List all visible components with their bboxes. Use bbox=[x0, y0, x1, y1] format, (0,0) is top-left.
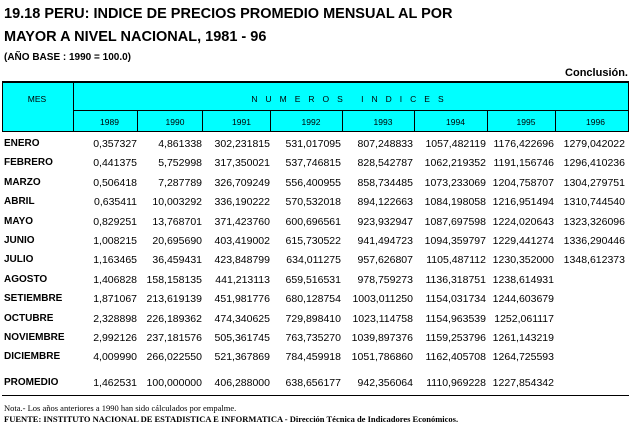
index-value-cell: 1244,603679 bbox=[492, 293, 554, 306]
month-label: NOVIEMBRE bbox=[4, 332, 65, 343]
index-value-cell: 1230,352000 bbox=[492, 254, 554, 267]
year-column-divider bbox=[270, 110, 271, 131]
year-header: 1991 bbox=[232, 117, 251, 127]
year-column-divider bbox=[342, 110, 343, 131]
index-value-cell: 923,932947 bbox=[357, 215, 413, 228]
index-value-cell: 10,003292 bbox=[152, 196, 202, 209]
table-row bbox=[0, 251, 630, 270]
year-header: 1990 bbox=[165, 117, 185, 127]
index-value-cell: 13,768701 bbox=[152, 215, 202, 228]
year-column-divider bbox=[555, 110, 556, 131]
month-label: MAYO bbox=[4, 215, 34, 227]
index-value-cell: 1238,614931 bbox=[492, 273, 554, 286]
index-value-cell: 1105,487112 bbox=[426, 254, 486, 267]
index-value-cell: 326,709249 bbox=[214, 176, 270, 189]
month-label: JUNIO bbox=[4, 235, 35, 246]
index-value-cell: 423,848799 bbox=[214, 254, 270, 267]
index-value-cell: 1110,969228 bbox=[426, 377, 486, 389]
index-value-cell: 1087,697598 bbox=[424, 215, 486, 228]
index-value-cell: 680,128754 bbox=[285, 293, 341, 306]
index-value-cell: 1,871067 bbox=[93, 293, 137, 306]
index-value-cell: 638,656177 bbox=[285, 377, 341, 389]
header-top-border bbox=[2, 81, 629, 83]
index-value-cell: 615,730522 bbox=[285, 235, 341, 247]
header-left-border bbox=[2, 81, 3, 131]
base-year-note: (AÑO BASE : 1990 = 100.0) bbox=[4, 52, 131, 63]
mes-header: MES bbox=[27, 94, 47, 104]
index-value-cell: 0,635411 bbox=[93, 196, 137, 209]
index-value-cell: 1252,061117 bbox=[494, 312, 554, 325]
index-value-cell: 2,328898 bbox=[93, 312, 137, 325]
table-row bbox=[0, 290, 630, 309]
index-value-cell: 317,350021 bbox=[214, 157, 270, 170]
index-value-cell: 957,626807 bbox=[357, 254, 413, 267]
index-value-cell: 858,734485 bbox=[357, 176, 413, 189]
index-value-cell: 1094,359797 bbox=[424, 235, 486, 247]
year-column-divider bbox=[414, 110, 415, 131]
index-value-cell: 1062,219352 bbox=[424, 157, 486, 170]
index-value-cell: 2,992126 bbox=[93, 332, 137, 344]
index-value-cell: 1227,854342 bbox=[492, 377, 554, 389]
index-value-cell: 451,981776 bbox=[214, 293, 270, 306]
index-value-cell: 505,361745 bbox=[214, 332, 270, 344]
index-value-cell: 1057,482119 bbox=[425, 138, 486, 150]
month-label: ABRIL bbox=[4, 196, 35, 208]
index-value-cell: 1229,441274 bbox=[492, 235, 554, 247]
month-label: OCTUBRE bbox=[4, 312, 54, 324]
index-value-cell: 1,008215 bbox=[93, 235, 137, 247]
index-value-cell: 0,506418 bbox=[93, 176, 137, 189]
year-header: 1994 bbox=[446, 117, 465, 127]
table-row bbox=[0, 174, 630, 193]
month-label: PROMEDIO bbox=[4, 377, 59, 388]
index-value-cell: 556,400955 bbox=[285, 176, 341, 189]
index-value-cell: 237,181576 bbox=[146, 332, 202, 344]
table-title-line1: 19.18 PERU: INDICE DE PRECIOS PROMEDIO MENSUAL AL POR bbox=[4, 6, 453, 22]
table-row bbox=[0, 271, 630, 290]
index-value-cell: 894,122663 bbox=[357, 196, 413, 209]
table-row bbox=[0, 310, 630, 329]
index-value-cell: 1,163465 bbox=[93, 254, 137, 267]
index-value-cell: 158,158135 bbox=[146, 273, 202, 286]
index-value-cell: 1073,233069 bbox=[424, 176, 486, 189]
index-value-cell: 1176,422696 bbox=[493, 138, 554, 150]
index-value-cell: 1224,020643 bbox=[492, 215, 554, 228]
index-value-cell: 784,459918 bbox=[285, 351, 341, 364]
index-value-cell: 634,011275 bbox=[286, 254, 341, 267]
index-value-cell: 1296,410236 bbox=[563, 157, 625, 170]
index-value-cell: 406,288000 bbox=[214, 377, 270, 389]
index-value-cell: 36,459431 bbox=[152, 254, 202, 267]
index-value-cell: 1279,042022 bbox=[563, 138, 625, 150]
table-row bbox=[0, 213, 630, 232]
index-value-cell: 1264,725593 bbox=[492, 351, 554, 364]
index-value-cell: 828,542787 bbox=[357, 157, 413, 170]
index-value-cell: 1162,405708 bbox=[425, 351, 486, 364]
index-value-cell: 1336,290446 bbox=[563, 235, 625, 247]
index-value-cell: 1191,156746 bbox=[493, 157, 554, 170]
numeros-indices-header: NUMEROS INDICES bbox=[251, 94, 452, 104]
index-value-cell: 729,898410 bbox=[285, 312, 341, 325]
index-value-cell: 336,190222 bbox=[214, 196, 270, 209]
table-row bbox=[0, 154, 630, 173]
promedio-row bbox=[0, 374, 630, 393]
index-value-cell: 302,231815 bbox=[214, 138, 270, 150]
year-row-divider bbox=[73, 110, 629, 111]
table-row bbox=[0, 135, 630, 154]
table-bottom-border bbox=[2, 395, 629, 396]
index-value-cell: 1204,758707 bbox=[492, 176, 554, 189]
index-value-cell: 20,695690 bbox=[152, 235, 202, 247]
index-value-cell: 266,022550 bbox=[146, 351, 202, 364]
index-value-cell: 0,357327 bbox=[93, 138, 137, 150]
table-row bbox=[0, 329, 630, 348]
index-value-cell: 1304,279751 bbox=[563, 176, 625, 189]
year-header: 1995 bbox=[516, 117, 536, 127]
index-value-cell: 0,441375 bbox=[93, 157, 137, 170]
index-value-cell: 941,494723 bbox=[357, 235, 413, 247]
index-value-cell: 537,746815 bbox=[285, 157, 341, 170]
index-value-cell: 1348,612373 bbox=[563, 254, 625, 267]
year-column-divider bbox=[137, 110, 138, 131]
index-value-cell: 100,000000 bbox=[146, 377, 202, 389]
index-value-cell: 4,009990 bbox=[93, 351, 137, 364]
year-header: 1992 bbox=[301, 117, 321, 127]
index-value-cell: 1323,326096 bbox=[563, 215, 625, 228]
conclusion-label: Conclusión. bbox=[565, 67, 628, 79]
index-value-cell: 1310,744540 bbox=[563, 196, 625, 209]
index-value-cell: 1003,011250 bbox=[352, 293, 413, 306]
index-value-cell: 763,735270 bbox=[285, 332, 341, 344]
table-title-line2: MAYOR A NIVEL NACIONAL, 1981 - 96 bbox=[4, 29, 267, 45]
index-value-cell: 1,406828 bbox=[93, 273, 137, 286]
month-label: FEBRERO bbox=[4, 157, 53, 169]
footnote: Nota.- Los años anteriores a 1990 han sido cálculados por empalme. bbox=[4, 403, 237, 413]
index-value-cell: 5,752998 bbox=[158, 157, 202, 170]
index-value-cell: 1039,897376 bbox=[351, 332, 413, 344]
index-value-cell: 600,696561 bbox=[285, 215, 341, 228]
year-header: 1993 bbox=[373, 117, 393, 127]
month-label: JULIO bbox=[4, 254, 34, 266]
index-value-cell: 474,340625 bbox=[214, 312, 270, 325]
index-value-cell: 7,287789 bbox=[158, 176, 202, 189]
index-value-cell: 1261,143219 bbox=[492, 332, 554, 344]
index-value-cell: 1154,031734 bbox=[425, 293, 486, 306]
index-value-cell: 942,356064 bbox=[357, 377, 413, 389]
index-value-cell: 978,759273 bbox=[357, 273, 413, 286]
index-value-cell: 0,829251 bbox=[93, 215, 137, 228]
index-value-cell: 1154,963539 bbox=[425, 312, 486, 325]
index-value-cell: 1159,253796 bbox=[425, 332, 486, 344]
month-label: SETIEMBRE bbox=[4, 293, 63, 305]
year-header: 1996 bbox=[586, 117, 605, 127]
index-value-cell: 213,619139 bbox=[146, 293, 202, 306]
index-value-cell: 570,532018 bbox=[285, 196, 341, 209]
index-value-cell: 531,017095 bbox=[285, 138, 341, 150]
index-value-cell: 1136,318751 bbox=[425, 273, 486, 286]
index-value-cell: 521,367869 bbox=[214, 351, 270, 364]
index-value-cell: 807,248833 bbox=[357, 138, 413, 150]
month-label: AGOSTO bbox=[4, 273, 48, 285]
table-row bbox=[0, 348, 630, 367]
index-value-cell: 371,423760 bbox=[214, 215, 270, 228]
year-column-divider bbox=[487, 110, 488, 131]
year-header: 1989 bbox=[100, 117, 119, 127]
index-value-cell: 1023,114758 bbox=[352, 312, 413, 325]
year-column-divider bbox=[202, 110, 203, 131]
index-value-cell: 226,189362 bbox=[146, 312, 202, 325]
index-value-cell: 1084,198058 bbox=[424, 196, 486, 209]
month-label: ENERO bbox=[4, 138, 40, 149]
table-row bbox=[0, 193, 630, 212]
header-bottom-border bbox=[2, 131, 629, 132]
index-value-cell: 441,213113 bbox=[215, 273, 270, 286]
index-value-cell: 4,861338 bbox=[158, 138, 202, 150]
month-label: DICIEMBRE bbox=[4, 351, 61, 363]
source-note: FUENTE: INSTITUTO NACIONAL DE ESTADISTICA E INFORMATICA - Dirección Técnica de Indicadores Económicos. bbox=[4, 414, 459, 424]
index-value-cell: 1,462531 bbox=[93, 377, 137, 389]
month-label: MARZO bbox=[4, 176, 41, 188]
index-value-cell: 1216,951494 bbox=[492, 196, 554, 209]
index-value-cell: 403,419002 bbox=[214, 235, 270, 247]
index-value-cell: 1051,786860 bbox=[351, 351, 413, 364]
table-row bbox=[0, 232, 630, 251]
index-value-cell: 659,516531 bbox=[285, 273, 341, 286]
